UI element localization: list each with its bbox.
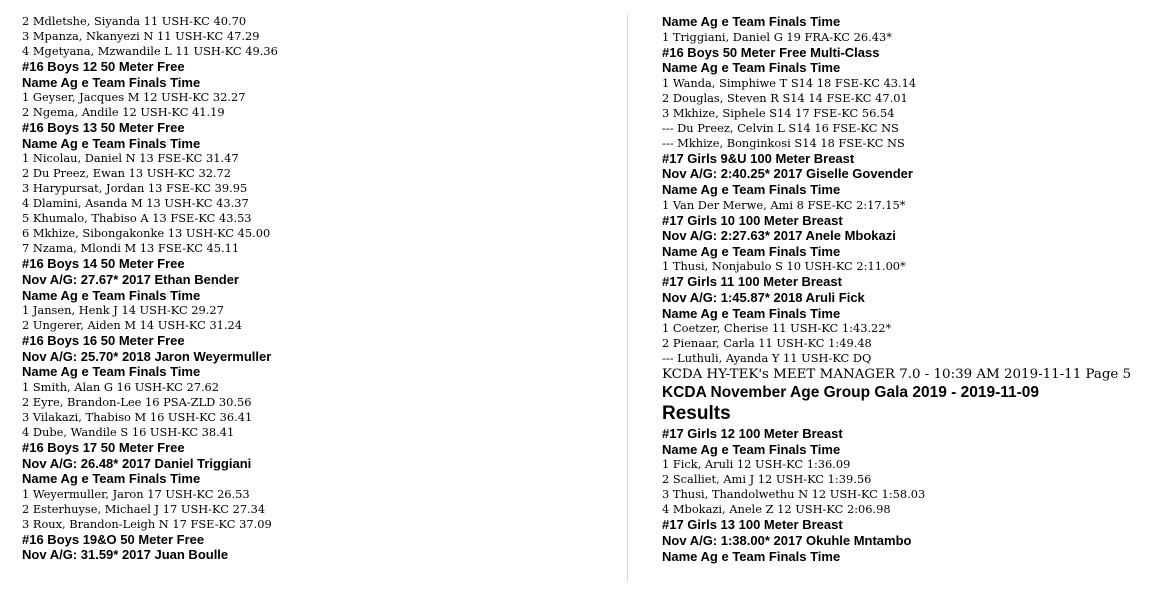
event-heading-line: #17 Girls 13 100 Meter Breast (662, 517, 843, 533)
event-heading-line: #16 Boys 50 Meter Free Multi-Class (662, 44, 880, 60)
result-line: 1 Triggiani, Daniel G 19 FRA-KC 26.43* (662, 29, 892, 44)
event-heading-line: #17 Girls 11 100 Meter Breast (662, 274, 842, 290)
result-line: 4 Dube, Wandile S 16 USH-KC 38.41 (22, 424, 235, 439)
event-heading-line: #16 Boys 19&O 50 Meter Free (22, 531, 205, 547)
result-line: 1 Wanda, Simphiwe T S14 18 FSE-KC 43.14 (662, 75, 917, 90)
result-line: 2 Pienaar, Carla 11 USH-KC 1:49.48 (662, 336, 872, 351)
event-heading-line: Name Ag e Team Finals Time (662, 181, 841, 197)
result-line: 3 Mpanza, Nkanyezi N 11 USH-KC 47.29 (22, 29, 260, 43)
result-line: 2 Mdletshe, Siyanda 11 USH-KC 40.70 (22, 14, 247, 28)
result-line: 2 Ungerer, Aiden M 14 USH-KC 31.24 (22, 318, 243, 333)
result-line: 1 Smith, Alan G 16 USH-KC 27.62 (22, 379, 220, 394)
event-heading-line: Nov A/G: 2:27.63* 2017 Anele Mbokazi (662, 228, 896, 244)
column-divider (627, 14, 628, 582)
results-title: Results (662, 403, 731, 425)
result-line: 6 Mkhize, Sibongakonke 13 USH-KC 45.00 (22, 226, 271, 241)
result-line: 2 Esterhuyse, Michael J 17 USH-KC 27.34 (22, 501, 266, 516)
event-heading-line: #16 Boys 13 50 Meter Free (22, 120, 185, 136)
result-line: 2 Douglas, Steven R S14 14 FSE-KC 47.01 (662, 90, 908, 105)
event-heading-line: Name Ag e Team Finals Time (22, 135, 201, 151)
result-line: 3 Thusi, Thandolwethu N 12 USH-KC 1:58.03 (662, 487, 926, 502)
results-column-left (22, 14, 602, 563)
event-heading-line: Name Ag e Team Finals Time (22, 74, 201, 90)
meet-title: KCDA November Age Group Gala 2019 - 2019-11-09 (662, 384, 1040, 402)
result-line: 7 Nzama, Mlondi M 13 FSE-KC 45.11 (22, 241, 240, 256)
event-heading-line: Name Ag e Team Finals Time (662, 548, 841, 564)
result-line: 1 Jansen, Henk J 14 USH-KC 29.27 (22, 303, 224, 318)
result-line: 3 Harypursat, Jordan 13 FSE-KC 39.95 (22, 181, 248, 196)
event-heading-line: #16 Boys 12 50 Meter Free (22, 59, 185, 74)
event-heading-line: Name Ag e Team Finals Time (662, 60, 841, 76)
event-heading-line: #16 Boys 16 50 Meter Free (22, 333, 185, 349)
event-heading-line: Name Ag e Team Finals Time (22, 364, 201, 380)
event-heading-line: Nov A/G: 1:45.87* 2018 Aruli Fick (662, 289, 865, 305)
result-line: 1 Coetzer, Cherise 11 USH-KC 1:43.22* (662, 321, 892, 336)
result-line: 1 Weyermuller, Jaron 17 USH-KC 26.53 (22, 486, 250, 501)
event-heading-line: Name Ag e Team Finals Time (662, 441, 841, 457)
event-heading-line: Nov A/G: 27.67* 2017 Ethan Bender (22, 271, 239, 287)
result-line: 1 Nicolau, Daniel N 13 FSE-KC 31.47 (22, 151, 239, 166)
result-line: 4 Dlamini, Asanda M 13 USH-KC 43.37 (22, 196, 249, 211)
event-heading-line: Name Ag e Team Finals Time (662, 305, 841, 321)
event-heading-line: Nov A/G: 2:40.25* 2017 Giselle Govender (662, 166, 913, 182)
result-line: --- Mkhize, Bonginkosi S14 18 FSE-KC NS (662, 135, 905, 150)
event-heading-line: Nov A/G: 26.48* 2017 Daniel Triggiani (22, 455, 252, 471)
event-heading-line: Name Ag e Team Finals Time (662, 243, 841, 259)
result-line: 2 Eyre, Brandon-Lee 16 PSA-ZLD 30.56 (22, 394, 252, 409)
result-line: 2 Ngema, Andile 12 USH-KC 41.19 (22, 105, 225, 120)
event-heading-line: Nov A/G: 31.59* 2017 Juan Boulle (22, 547, 229, 563)
result-line: 1 Van Der Merwe, Ami 8 FSE-KC 2:17.15* (662, 197, 906, 212)
event-heading-line: Nov A/G: 1:38.00* 2017 Okuhle Mntambo (662, 532, 912, 548)
result-line: 3 Roux, Brandon-Leigh N 17 FSE-KC 37.09 (22, 516, 272, 531)
event-heading-line: #16 Boys 14 50 Meter Free (22, 256, 185, 272)
result-line: 4 Mgetyana, Mzwandile L 11 USH-KC 49.36 (22, 44, 278, 58)
result-line: 3 Vilakazi, Thabiso M 16 USH-KC 36.41 (22, 409, 253, 424)
event-heading-line: Name Ag e Team Finals Time (662, 14, 841, 29)
result-line: --- Du Preez, Celvin L S14 16 FSE-KC NS (662, 120, 899, 135)
result-line: 3 Mkhize, Siphele S14 17 FSE-KC 56.54 (662, 105, 895, 120)
event-heading-line: #17 Girls 9&U 100 Meter Breast (662, 150, 855, 166)
report-header-line: KCDA HY-TEK's MEET MANAGER 7.0 - 10:39 AM 2019-11-11 Page 5 (662, 367, 1132, 383)
result-line: --- Luthuli, Ayanda Y 11 USH-KC DQ (662, 351, 872, 366)
result-line: 2 Scalliet, Ami J 12 USH-KC 1:39.56 (662, 472, 872, 487)
result-line: 1 Thusi, Nonjabulo S 10 USH-KC 2:11.00* (662, 259, 906, 274)
result-line: 1 Geyser, Jacques M 12 USH-KC 32.27 (22, 90, 246, 105)
result-line: 5 Khumalo, Thabiso A 13 FSE-KC 43.53 (22, 211, 252, 226)
result-line: 2 Du Preez, Ewan 13 USH-KC 32.72 (22, 166, 232, 181)
result-line: 1 Fick, Aruli 12 USH-KC 1:36.09 (662, 457, 851, 472)
event-heading-line: Name Ag e Team Finals Time (22, 287, 201, 303)
event-heading-line: Name Ag e Team Finals Time (22, 471, 201, 487)
result-line: 4 Mbokazi, Anele Z 12 USH-KC 2:06.98 (662, 502, 891, 517)
event-heading-line: #17 Girls 12 100 Meter Breast (662, 426, 843, 442)
results-column-right (662, 14, 1162, 564)
event-heading-line: #17 Girls 10 100 Meter Breast (662, 212, 843, 228)
event-heading-line: #16 Boys 17 50 Meter Free (22, 439, 185, 455)
event-heading-line: Nov A/G: 25.70* 2018 Jaron Weyermuller (22, 348, 272, 364)
